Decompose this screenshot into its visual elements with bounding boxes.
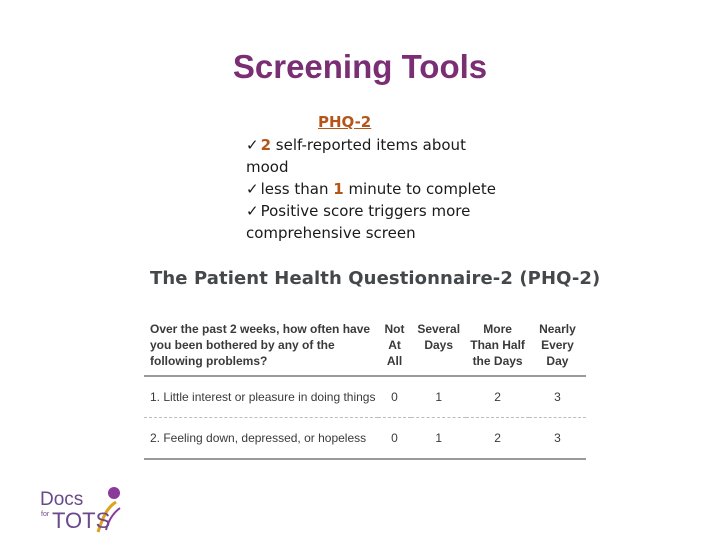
header-option: Nearly Every Day bbox=[539, 322, 576, 368]
score-cell: 3 bbox=[554, 390, 561, 404]
logo-tots-text: TOTS bbox=[52, 508, 111, 533]
bullet-item: ✓ less than 1 minute to complete bbox=[246, 180, 497, 198]
slide-title: Screening Tools bbox=[232, 48, 488, 85]
check-icon: ✓ bbox=[246, 202, 259, 220]
header-option: More Than Half the Days bbox=[470, 322, 525, 368]
phq2-heading: PHQ-2 bbox=[318, 113, 372, 131]
bullet-item: ✓ 2 self-reported items about mood bbox=[246, 136, 466, 176]
logo-for-text: for bbox=[41, 511, 50, 518]
header-question: Over the past 2 weeks, how often have you been bothered by any of the following problems? bbox=[150, 322, 371, 368]
check-icon: ✓ bbox=[246, 136, 259, 154]
table-header-row bbox=[144, 318, 586, 376]
score-cell: 0 bbox=[391, 390, 398, 404]
score-cell: 0 bbox=[391, 431, 398, 445]
score-cell: 1 bbox=[435, 390, 443, 404]
bullet-item: ✓ Positive score triggers more comprehensive screen bbox=[246, 202, 471, 242]
score-cell: 2 bbox=[494, 431, 501, 445]
score-cell: 3 bbox=[554, 431, 561, 445]
row-label: 1. Little interest or pleasure in doing things bbox=[150, 390, 376, 404]
header-option: Not At All bbox=[384, 322, 405, 368]
questionnaire-title: The Patient Health Questionnaire-2 (PHQ-2) bbox=[150, 268, 601, 289]
bullet-list bbox=[246, 134, 501, 244]
logo-docs-text: Docs bbox=[40, 489, 84, 510]
row-label: 2. Feeling down, depressed, or hopeless bbox=[150, 431, 367, 445]
score-cell: 1 bbox=[435, 431, 443, 445]
header-option: Several Days bbox=[417, 322, 461, 352]
score-cell: 2 bbox=[494, 390, 501, 404]
table-row bbox=[144, 418, 586, 460]
table-row bbox=[144, 376, 586, 418]
check-icon: ✓ bbox=[246, 180, 259, 198]
docs-for-tots-logo bbox=[28, 484, 138, 534]
phq2-table bbox=[144, 318, 586, 460]
